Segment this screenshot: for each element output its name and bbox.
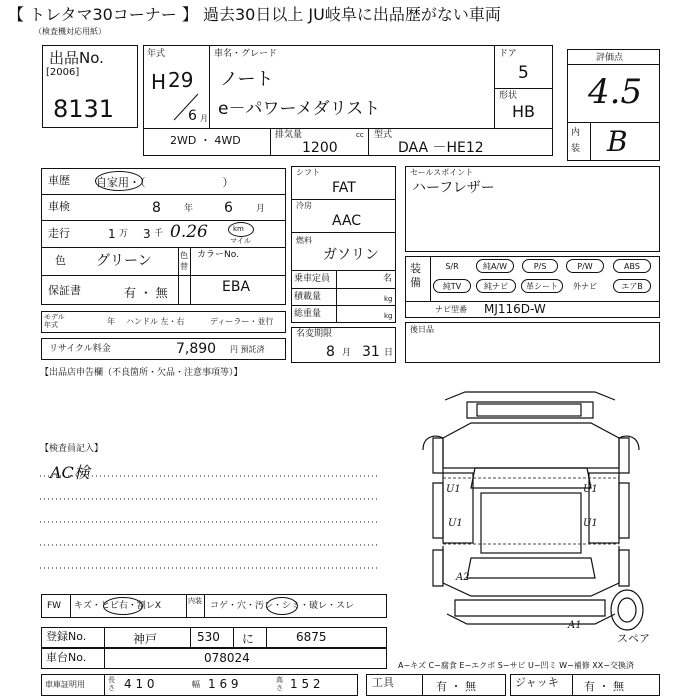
chassis-label: 車台No. <box>46 651 87 664</box>
mark-u1-a: U1 <box>583 484 598 495</box>
mileage-label: 走行 <box>48 227 70 240</box>
mileage-hand: 0.26 <box>170 222 208 242</box>
registration-area: 神戸 <box>133 632 158 646</box>
ac-label: 冷房 <box>296 201 312 210</box>
name-change-day: 31 <box>362 344 380 360</box>
recycle-unit: 円 預託済 <box>230 345 265 354</box>
color-label: 色 <box>55 254 66 267</box>
model-grade: e－パワーメダリスト <box>218 99 381 119</box>
history-circle <box>95 171 143 191</box>
inspection-month: 6 <box>224 200 233 216</box>
inspection-year: 8 <box>152 200 161 216</box>
name-change-month: 8 <box>326 344 335 360</box>
lot-sub: [2006] <box>46 67 80 78</box>
equipment-label: 装備 <box>410 262 421 289</box>
equip-alloy: 純A/W <box>476 259 514 273</box>
fw-circle <box>103 597 143 615</box>
cert-width-label: 幅 <box>192 680 200 689</box>
inspector-label: 【検査員記入】 <box>40 444 104 454</box>
inspector-note: AC検 <box>50 463 90 482</box>
recycle-value: 7,890 <box>176 341 217 357</box>
equip-ps: P/S <box>522 259 558 273</box>
score-value: 4.5 <box>588 72 643 112</box>
inspector-lines <box>40 456 385 591</box>
damage-legend: A−キズ C−腐食 E−エクボ S−サビ U−凹ミ W−補修 XX−交換済 <box>398 661 634 670</box>
fuel-label: 燃料 <box>296 236 312 245</box>
lot-box <box>42 45 138 128</box>
mileage-man: 1 <box>108 227 116 241</box>
dealer-value: ディーラー・並行 <box>210 317 274 326</box>
fw-items: キズ・ヒビ右・割レX <box>74 601 161 611</box>
interior-label-top: 内 <box>571 128 581 138</box>
capacity-label: 乗車定員 <box>294 274 331 284</box>
cert-height-label: 高さ <box>276 676 283 692</box>
equip-navi: 純ナビ <box>476 279 516 293</box>
mileage-km: km <box>233 225 244 233</box>
warranty-value: 有 ・ 無 <box>124 286 168 300</box>
registration-class: 530 <box>197 630 220 644</box>
month-unit: 月 <box>200 114 208 123</box>
type-value: DAA －HE12 <box>398 140 484 156</box>
cert-length-label: 長さ <box>108 676 115 692</box>
interior-circle <box>266 597 298 615</box>
equip-abs: ABS <box>613 259 651 273</box>
cert-length: 4 1 0 <box>124 677 155 691</box>
post-install-box <box>405 322 660 363</box>
doors-label: ドア <box>499 49 517 59</box>
selling-point-label: セールスポイント <box>410 168 474 177</box>
model-label: 車名・グレード <box>214 49 278 59</box>
chassis-value: 078024 <box>204 651 250 665</box>
inspection-month-unit: 月 <box>256 204 266 214</box>
selling-point-value: ハーフレザー <box>412 180 495 196</box>
lot-label: 出品No. <box>49 49 104 67</box>
load-unit: kg <box>384 295 393 303</box>
interior-row-label: 内装 <box>188 597 202 605</box>
name-change-day-unit: 日 <box>384 348 394 358</box>
recycle-label: リサイクル料金 <box>49 344 111 354</box>
color-no-label: カラーNo. <box>197 250 239 260</box>
inspection-label: 車検 <box>48 200 70 213</box>
fw-label: FW <box>47 601 62 611</box>
mark-u1-b: U1 <box>583 518 598 529</box>
color-change-label: 色替 <box>180 251 188 271</box>
capacity-unit: 名 <box>383 274 393 284</box>
history-label: 車歴 <box>48 174 70 187</box>
mark-u1-d: U1 <box>448 518 463 529</box>
navi-label: ナビ型番 <box>435 305 467 314</box>
name-change-month-unit: 月 <box>342 348 352 358</box>
name-change-label: 名変期限 <box>296 329 333 339</box>
post-install-label: 後日品 <box>410 325 434 334</box>
drive-value: 2WD ・ 4WD <box>170 134 241 147</box>
banner-title: 【 トレタマ30コーナー 】 過去30日以上 JU岐阜に出品歴がない車両 <box>8 5 501 24</box>
displacement-unit: cc <box>356 131 364 139</box>
mileage-man-unit: 万 <box>119 229 129 239</box>
tools-label: 工具 <box>372 676 394 689</box>
mark-a2: A2 <box>456 572 470 583</box>
displacement-label: 排気量 <box>275 130 303 140</box>
selling-point-box <box>405 166 660 252</box>
model-year-unit: 年 <box>107 317 115 326</box>
body-value: HB <box>512 102 536 121</box>
equip-airbag: エアB <box>613 279 651 293</box>
body-label: 形状 <box>499 91 518 101</box>
jack-value: 有 ・ 無 <box>584 680 624 693</box>
navi-value: MJ116D-W <box>484 302 546 316</box>
seller-notes-label: 【出品店申告欄（不良箇所・欠品・注意事項等）】 <box>40 368 243 378</box>
score-label: 評価点 <box>596 53 624 63</box>
interior-value: B <box>607 125 628 158</box>
spare-label: スペア <box>617 632 650 645</box>
shift-label: シフト <box>296 168 320 177</box>
shift-value: FAT <box>332 180 356 196</box>
mileage-sen: 3 <box>143 227 151 241</box>
displacement-value: 1200 <box>302 140 338 156</box>
registration-label: 登録No. <box>46 630 87 643</box>
registration-number: 6875 <box>296 630 327 644</box>
ac-value: AAC <box>332 213 362 229</box>
cert-label: 車庫証明用 <box>45 680 85 689</box>
gross-unit: kg <box>384 312 393 320</box>
equip-tv: 純TV <box>433 279 471 293</box>
year-value: 29 <box>168 68 194 92</box>
fuel-value: ガソリン <box>323 247 379 263</box>
interior-label-bottom: 装 <box>571 144 581 154</box>
mileage-mile: マイル <box>230 237 251 245</box>
equip-ext-navi: 外ナビ <box>573 282 597 291</box>
history-value: 自家用・（ ） <box>96 176 234 189</box>
cert-width: 1 6 9 <box>208 677 239 691</box>
load-label: 積載量 <box>294 292 322 302</box>
top-note: （検査機対応用紙） <box>34 27 106 36</box>
model-name: ノート <box>220 69 274 90</box>
mark-u1-c: U1 <box>446 484 461 495</box>
inspection-year-unit: 年 <box>184 204 194 214</box>
mark-a1: A1 <box>568 620 582 631</box>
month-value: 6 <box>188 108 197 124</box>
year-label: 年式 <box>147 49 166 59</box>
color-value: グリーン <box>96 253 152 269</box>
type-label: 型式 <box>374 130 393 140</box>
gross-label: 総重量 <box>294 309 322 319</box>
handle-value: ハンドル 左・右 <box>126 317 185 326</box>
cert-height: 1 5 2 <box>290 677 321 691</box>
car-diagram <box>405 378 667 640</box>
doors-value: 5 <box>518 63 529 83</box>
equip-sr: S/R <box>445 262 459 271</box>
model-year-label: モデル年式 <box>44 313 65 329</box>
warranty-label: 保証書 <box>48 284 81 297</box>
registration-kana: に <box>242 632 255 646</box>
jack-label: ジャッキ <box>515 676 559 689</box>
tools-value: 有 ・ 無 <box>436 680 476 693</box>
equip-leather: 革シート <box>521 279 563 293</box>
equip-pw: P/W <box>566 259 604 273</box>
year-era: H <box>151 70 167 94</box>
color-no-value: EBA <box>222 279 251 295</box>
mileage-sen-unit: 千 <box>154 229 164 239</box>
lot-number: 8131 <box>53 95 115 123</box>
interior-row-items: コゲ・穴・汚レ・シミ・破レ・スレ <box>210 601 355 611</box>
